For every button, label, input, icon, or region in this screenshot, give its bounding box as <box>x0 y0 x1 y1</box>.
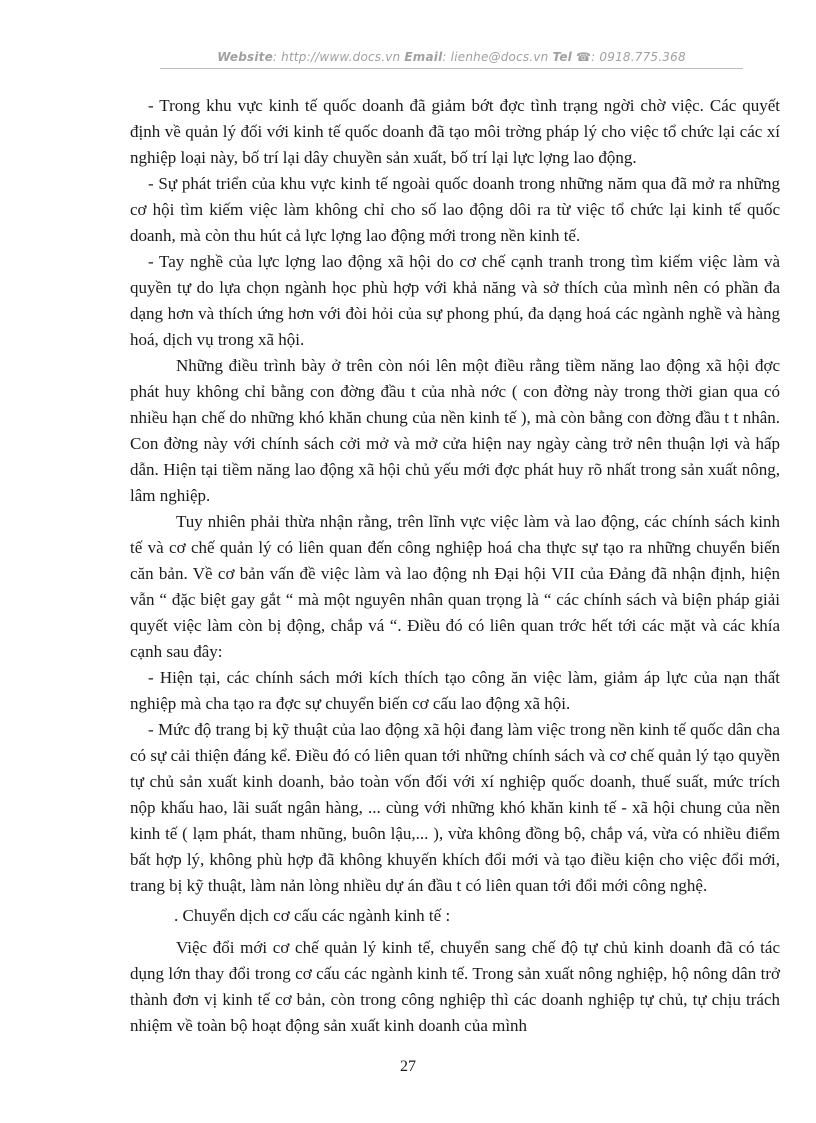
header-tel-value: : 0918.775.368 <box>591 50 686 64</box>
document-body <box>130 93 780 1039</box>
paragraph-1: - Trong khu vực kinh tế quốc doanh đã giảm bớt đợc tình trạng ngời chờ việc. Các quyết định về quản lý đối với kinh tế quốc doanh đã tạo môi trờng pháp lý cho việc tổ chức lại các xí nghiệp loại này, bố trí lại dây chuyền sản xuất, bố trí lại lực lợng lao động. <box>130 96 780 167</box>
paragraph-4: Những điều trình bày ở trên còn nói lên một điều rằng tiềm năng lao động xã hội đợc phát huy không chỉ bằng con đờng đầu t của nhà nớc ( con đờng này trong thời gian qua có nhiều hạn chế do những khó khăn chung của nền kinh tế ), mà còn bằng con đờng đầu t t nhân. Con đờng này với chính sách cởi mở và mở cửa hiện nay ngày càng trở nên thuận lợi và hấp dẫn. Hiện tại tiềm năng lao động xã hội chủ yếu mới đợc phát huy rõ nhất trong sản xuất nông, lâm nghiệp. <box>130 356 780 505</box>
paragraph-2: - Sự phát triển của khu vực kinh tế ngoài quốc doanh trong những năm qua đã mở ra những cơ hội tìm kiếm việc làm không chỉ cho số lao động dôi ra từ việc tổ chức lại kinh tế quốc doanh, mà còn thu hút cả lực lợng lao động mới trong nền kinh tế. <box>130 174 780 245</box>
section-heading: . Chuyển dịch cơ cấu các ngành kinh tế : <box>174 906 451 925</box>
phone-icon: ☎ <box>576 50 592 64</box>
header-divider <box>160 68 743 69</box>
paragraph-3: - Tay nghề của lực lợng lao động xã hội do cơ chế cạnh tranh trong tìm kiếm việc làm và quyền tự do lựa chọn ngành học phù hợp với khả năng và sở thích của mình nên có phần đa dạng hơn và thích ứng hơn với đòi hỏi của sự phong phú, đa dạng hoá các ngành nghề và hàng hoá, dịch vụ trong xã hội. <box>130 252 780 349</box>
paragraph-8: Việc đổi mới cơ chế quản lý kinh tế, chuyển sang chế độ tự chủ kinh doanh đã có tác dụng lớn thay đổi trong cơ cấu các ngành kinh tế. Trong sản xuất nông nghiệp, hộ nông dân trở thành đơn vị kinh tế cơ bản, còn trong công nghiệp thì các doanh nghiệp tự chủ, tự chịu trách nhiệm về toàn bộ hoạt động sản xuất kinh doanh của mình <box>130 938 780 1035</box>
header-website-label: Website <box>217 50 273 64</box>
header-tel-label: Tel <box>552 50 572 64</box>
paragraph-7: - Mức độ trang bị kỹ thuật của lao động xã hội đang làm việc trong nền kinh tế quốc dân cha có sự cải thiện đáng kể. Điều đó có liên quan tới những chính sách và cơ chế quản lý tạo quyền tự chủ sản xuất kinh doanh, bảo toàn vốn đối với xí nghiệp quốc doanh, thuế suất, mức trích nộp khấu hao, lãi suất ngân hàng, ... cùng với những khó khăn kinh tế - xã hội chung của nền kinh tế ( lạm phát, tham nhũng, buôn lậu,... ), vừa không đồng bộ, chắp vá, vừa có nhiều điểm bất hợp lý, không phù hợp đã không khuyến khích đổi mới và tạo điều kiện cho việc đổi mới, trang bị kỹ thuật, làm nản lòng nhiều dự án đầu t có liên quan tới đổi mới công nghệ. <box>130 720 780 895</box>
paragraph-5: Tuy nhiên phải thừa nhận rằng, trên lĩnh vực việc làm và lao động, các chính sách kinh tế và cơ chế quản lý có liên quan đến công nghiệp hoá cha thực sự tạo ra những chuyển biến căn bản. Về cơ bản vấn đề việc làm và lao động nh Đại hội VII của Đảng đã nhận định, hiện vẫn “ đặc biệt gay gắt “ mà một nguyên nhân quan trọng là “ các chính sách và biện pháp giải quyết việc làm còn bị động, chắp vá “. Điều đó có liên quan trớc hết tới các mặt và các khía cạnh sau đây: <box>130 512 780 661</box>
page-header <box>160 50 743 64</box>
header-email-value: : lienhe@docs.vn <box>442 50 549 64</box>
paragraph-6: - Hiện tại, các chính sách mới kích thích tạo công ăn việc làm, giảm áp lực của nạn thất nghiệp mà cha tạo ra đợc sự chuyển biến cơ cấu lao động xã hội. <box>130 668 780 713</box>
page-number: 27 <box>400 1058 416 1075</box>
header-website-value: : http://www.docs.vn <box>272 50 401 64</box>
header-email-label: Email <box>404 50 443 64</box>
